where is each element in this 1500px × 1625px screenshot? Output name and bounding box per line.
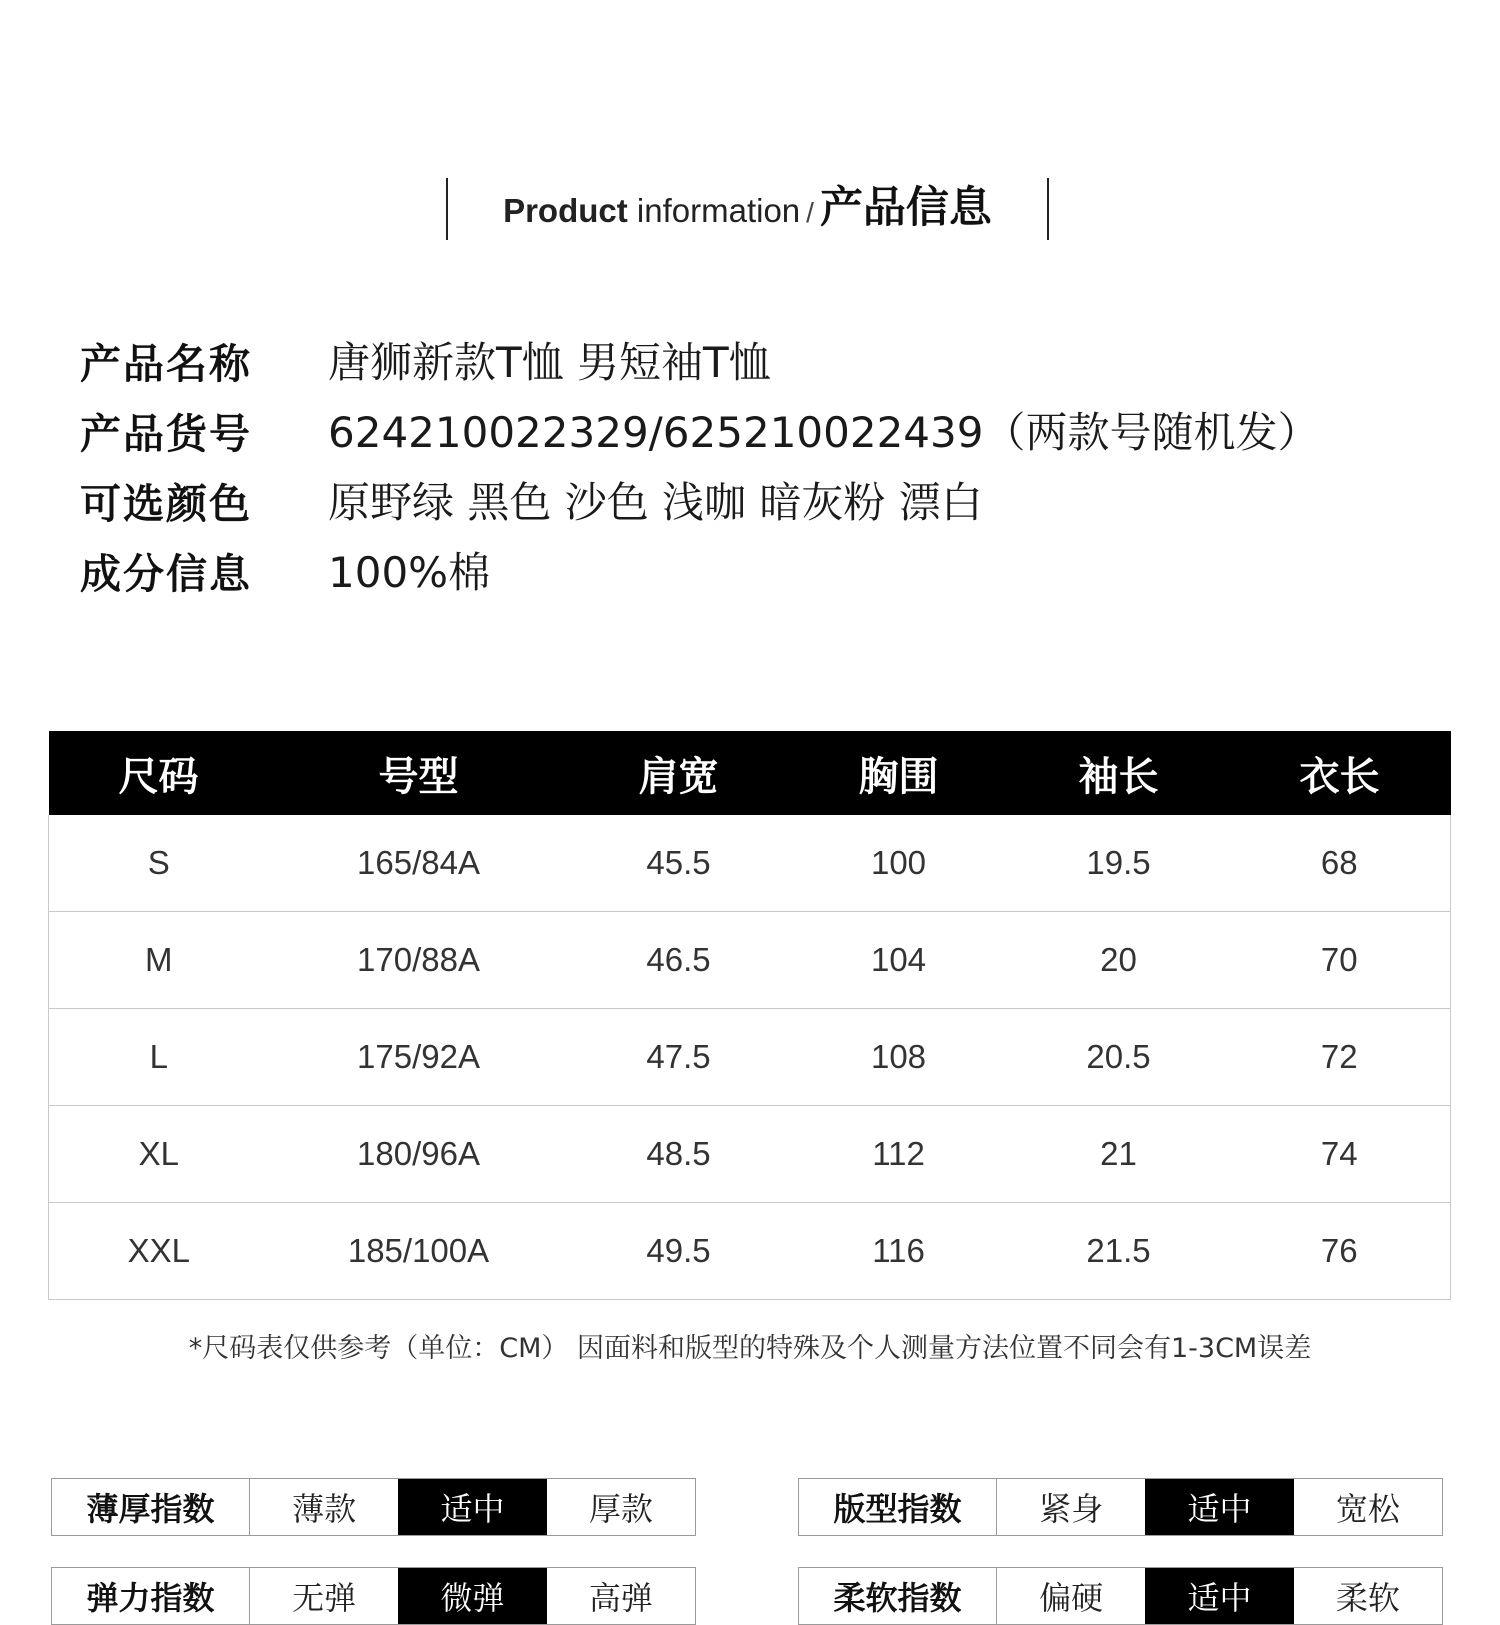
table-cell: 47.5 — [569, 1009, 789, 1106]
index-option: 偏硬 — [1039, 1579, 1104, 1617]
table-cell: 112 — [789, 1106, 1009, 1203]
index-thickness — [51, 1478, 696, 1536]
table-row — [49, 1009, 1451, 1106]
table-cell: XL — [49, 1106, 269, 1203]
table-cell: 108 — [789, 1009, 1009, 1106]
index-option: 柔软 — [1335, 1579, 1400, 1617]
index-option: 紧身 — [1039, 1490, 1104, 1528]
header-length: 衣长 — [1229, 731, 1451, 815]
size-table — [48, 731, 1451, 1300]
table-cell: 175/92A — [269, 1009, 569, 1106]
header-shoulder: 肩宽 — [569, 731, 789, 815]
table-cell: 21.5 — [1009, 1203, 1229, 1300]
table-cell: 180/96A — [269, 1106, 569, 1203]
header-right-divider — [1047, 178, 1049, 240]
info-label: 成分信息 — [80, 549, 252, 598]
info-value: 100%棉 — [328, 548, 491, 597]
table-cell: 19.5 — [1009, 815, 1229, 912]
section-title — [448, 180, 1047, 245]
table-cell: 170/88A — [269, 912, 569, 1009]
table-header-row — [49, 731, 1451, 815]
info-row-sku — [80, 400, 1319, 460]
index-option: 薄款 — [292, 1490, 357, 1528]
index-option-selected: 微弹 — [398, 1568, 546, 1624]
index-fit — [798, 1478, 1443, 1536]
table-cell: 72 — [1229, 1009, 1451, 1106]
table-cell: 46.5 — [569, 912, 789, 1009]
table-cell: 185/100A — [269, 1203, 569, 1300]
index-label: 柔软指数 — [799, 1568, 997, 1624]
table-cell: 74 — [1229, 1106, 1451, 1203]
index-label: 薄厚指数 — [52, 1479, 250, 1535]
table-cell: 165/84A — [269, 815, 569, 912]
table-cell: 68 — [1229, 815, 1451, 912]
title-en-light: information — [627, 192, 801, 229]
table-cell: 104 — [789, 912, 1009, 1009]
table-cell: 100 — [789, 815, 1009, 912]
index-option-selected: 适中 — [398, 1479, 546, 1535]
header-sleeve: 袖长 — [1009, 731, 1229, 815]
index-option: 无弹 — [292, 1579, 357, 1617]
table-cell: 21 — [1009, 1106, 1229, 1203]
table-cell: XXL — [49, 1203, 269, 1300]
info-label: 产品货号 — [80, 409, 252, 458]
table-row — [49, 1106, 1451, 1203]
table-cell: M — [49, 912, 269, 1009]
header-spec: 号型 — [269, 731, 569, 815]
table-cell: L — [49, 1009, 269, 1106]
index-option: 宽松 — [1335, 1490, 1400, 1528]
index-option: 厚款 — [588, 1490, 653, 1528]
index-softness — [798, 1567, 1443, 1625]
info-value: 624210022329/625210022439（两款号随机发） — [328, 408, 1320, 457]
info-row-colors — [80, 470, 983, 530]
info-value: 唐狮新款T恤 男短袖T恤 — [328, 338, 771, 387]
title-slash: / — [806, 197, 814, 228]
table-cell: 20.5 — [1009, 1009, 1229, 1106]
index-option-selected: 适中 — [1145, 1568, 1293, 1624]
info-row-name — [80, 330, 771, 390]
header-chest: 胸围 — [789, 731, 1009, 815]
info-label: 产品名称 — [80, 339, 252, 388]
table-cell: 70 — [1229, 912, 1451, 1009]
table-cell: 76 — [1229, 1203, 1451, 1300]
table-cell: 45.5 — [569, 815, 789, 912]
index-option-selected: 适中 — [1145, 1479, 1293, 1535]
index-label: 弹力指数 — [52, 1568, 250, 1624]
table-row — [49, 912, 1451, 1009]
header-size: 尺码 — [49, 731, 269, 815]
index-elasticity — [51, 1567, 696, 1625]
size-note: *尺码表仅供参考（单位：CM） 因面料和版型的特殊及个人测量方法位置不同会有1-3CM误差 — [188, 1333, 1312, 1364]
table-cell: 116 — [789, 1203, 1009, 1300]
info-row-material — [80, 540, 490, 600]
table-cell: 49.5 — [569, 1203, 789, 1300]
table-cell: 48.5 — [569, 1106, 789, 1203]
title-en-bold: Product — [503, 192, 628, 229]
table-cell: S — [49, 815, 269, 912]
table-cell: 20 — [1009, 912, 1229, 1009]
table-row — [49, 815, 1451, 912]
index-option: 高弹 — [588, 1579, 653, 1617]
index-label: 版型指数 — [799, 1479, 997, 1535]
title-cn: 产品信息 — [819, 183, 992, 233]
info-value: 原野绿 黑色 沙色 浅咖 暗灰粉 漂白 — [328, 478, 983, 527]
table-row — [49, 1203, 1451, 1300]
info-label: 可选颜色 — [80, 479, 252, 528]
